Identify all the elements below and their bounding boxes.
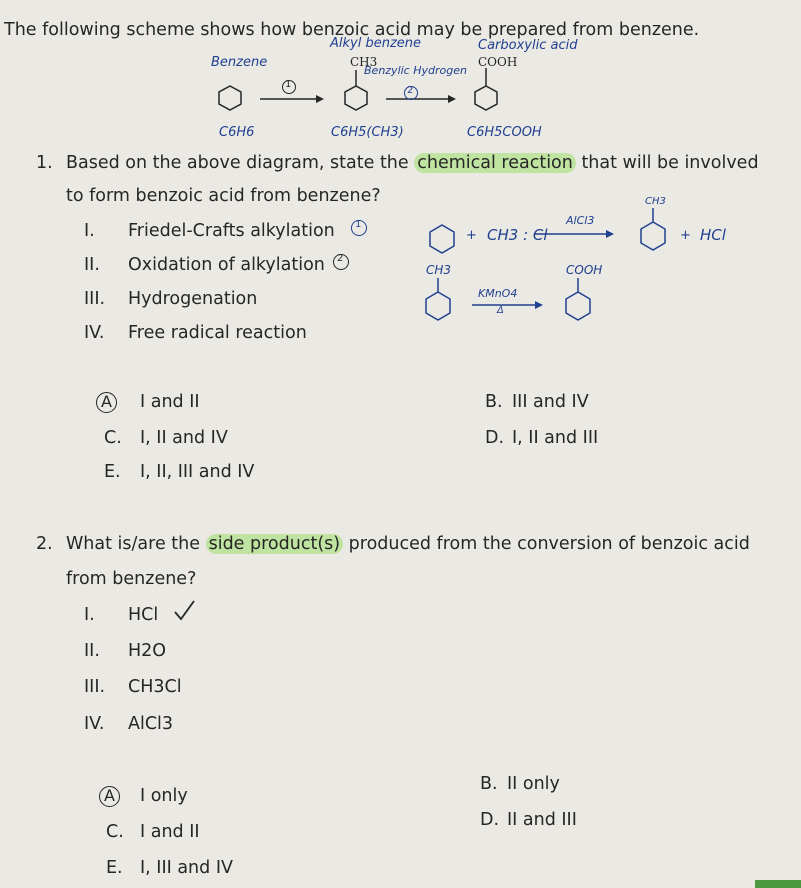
q1-option-c-letter[interactable]: C. — [104, 428, 122, 448]
q2-number: 2. — [36, 534, 53, 554]
q1-item-1-text: Friedel-Crafts alkylation — [128, 221, 335, 241]
q1-item-3-num: III. — [84, 289, 106, 309]
q2-option-e-text[interactable]: I, III and IV — [140, 858, 233, 878]
q2-item-2-num: II. — [84, 641, 100, 661]
q2-item-3-text: CH3Cl — [128, 677, 182, 697]
q2-item-2-text: H2O — [128, 641, 167, 661]
q1-highlight: chemical reaction — [414, 153, 576, 173]
q1-number: 1. — [36, 153, 53, 173]
scheme-ch3: CH3 — [350, 55, 378, 69]
q2-option-a-letter[interactable]: A — [104, 786, 115, 805]
q1-option-e-letter[interactable]: E. — [104, 462, 121, 482]
rxn1-catalyst: AlCl3 — [566, 214, 595, 227]
q1-item-2-num: II. — [84, 255, 100, 275]
rxn2-cooh: COOH — [566, 263, 603, 277]
q2-item-4-num: IV. — [84, 714, 105, 734]
q1-item-4-text: Free radical reaction — [128, 323, 307, 343]
q1-item-4-num: IV. — [84, 323, 105, 343]
rxn1-plus1: + — [466, 228, 477, 243]
rxn2-toluene — [426, 292, 450, 320]
rxn2-benzoic-acid — [566, 292, 590, 320]
bottom-green-bar — [755, 880, 801, 888]
q2-option-d-letter[interactable]: D. — [480, 810, 500, 830]
scheme-cooh: COOH — [478, 55, 518, 69]
rxn1-reagent: CH3 : Cl — [487, 226, 548, 244]
check-mark-icon — [175, 601, 194, 619]
q1-text-line2: to form benzoic acid from benzene? — [66, 186, 381, 206]
q1-item-1-num: I. — [84, 221, 95, 241]
q2-text-line1: What is/are the side product(s) produced from the conversion of benzoic acid — [66, 534, 750, 554]
q1-text-line1: Based on the above diagram, state the chemical reaction that will be involved — [66, 153, 759, 173]
q1-option-d-letter[interactable]: D. — [485, 428, 505, 448]
q2-option-b-letter[interactable]: B. — [480, 774, 498, 794]
q2-option-c-text[interactable]: I and II — [140, 822, 200, 842]
q2-option-a-text[interactable]: I only — [140, 786, 188, 806]
q2-option-b-text[interactable]: II only — [507, 774, 560, 794]
q1-option-e-text[interactable]: I, II, III and IV — [140, 462, 255, 482]
q2-item-4-text: AlCl3 — [128, 714, 174, 734]
rxn1-ch3: CH3 — [645, 196, 666, 207]
q1-option-a-text[interactable]: I and II — [140, 392, 200, 412]
step1-number: 1 — [285, 79, 292, 90]
benzylic-hydrogen-note: Benzylic Hydrogen — [364, 64, 467, 77]
rxn2-ch3: CH3 — [426, 263, 452, 277]
rxn1-benzene — [430, 225, 454, 253]
q2-item-1-text: HCl — [128, 605, 159, 625]
q2-option-c-letter[interactable]: C. — [106, 822, 124, 842]
alkyl-benzene-label: Alkyl benzene — [330, 36, 422, 51]
toluene-ring — [345, 86, 367, 110]
rxn2-oxidant: KMnO4 — [478, 287, 518, 300]
q1-option-b-letter[interactable]: B. — [485, 392, 503, 412]
q1-item-2-text: Oxidation of alkylation — [128, 255, 325, 275]
q1-mark1: 1 — [355, 219, 362, 230]
q2-text-line2: from benzene? — [66, 569, 197, 589]
q1-item-3-text: Hydrogenation — [128, 289, 258, 309]
q2-highlight: side product(s) — [206, 534, 344, 554]
q1-option-c-text[interactable]: I, II and IV — [140, 428, 228, 448]
benzene-label: Benzene — [211, 55, 268, 70]
rxn1-plus2: + — [680, 228, 691, 243]
step2-number: 2 — [407, 85, 414, 96]
q2-option-e-letter[interactable]: E. — [106, 858, 123, 878]
formula-benzoic-acid: C6H5COOH — [467, 125, 542, 140]
q1-option-d-text[interactable]: I, II and III — [512, 428, 599, 448]
rxn1-product: HCl — [700, 226, 726, 244]
formula-benzene: C6H6 — [219, 125, 255, 140]
q1-option-a-letter[interactable]: A — [101, 392, 112, 411]
rxn1-toluene — [641, 222, 665, 250]
benzoic-acid-ring — [475, 86, 497, 110]
q2-item-1-num: I. — [84, 605, 95, 625]
benzene-ring-1 — [219, 86, 241, 110]
q2-option-d-text[interactable]: II and III — [507, 810, 577, 830]
q1-mark2: 2 — [337, 253, 344, 264]
rxn2-heat: Δ — [497, 305, 504, 316]
formula-toluene: C6H5(CH3) — [331, 125, 404, 140]
intro-text: The following scheme shows how benzoic acid may be prepared from benzene. — [4, 20, 700, 40]
q2-item-3-num: III. — [84, 677, 106, 697]
q1-option-b-text[interactable]: III and IV — [512, 392, 589, 412]
carboxylic-acid-label: Carboxylic acid — [478, 38, 578, 53]
